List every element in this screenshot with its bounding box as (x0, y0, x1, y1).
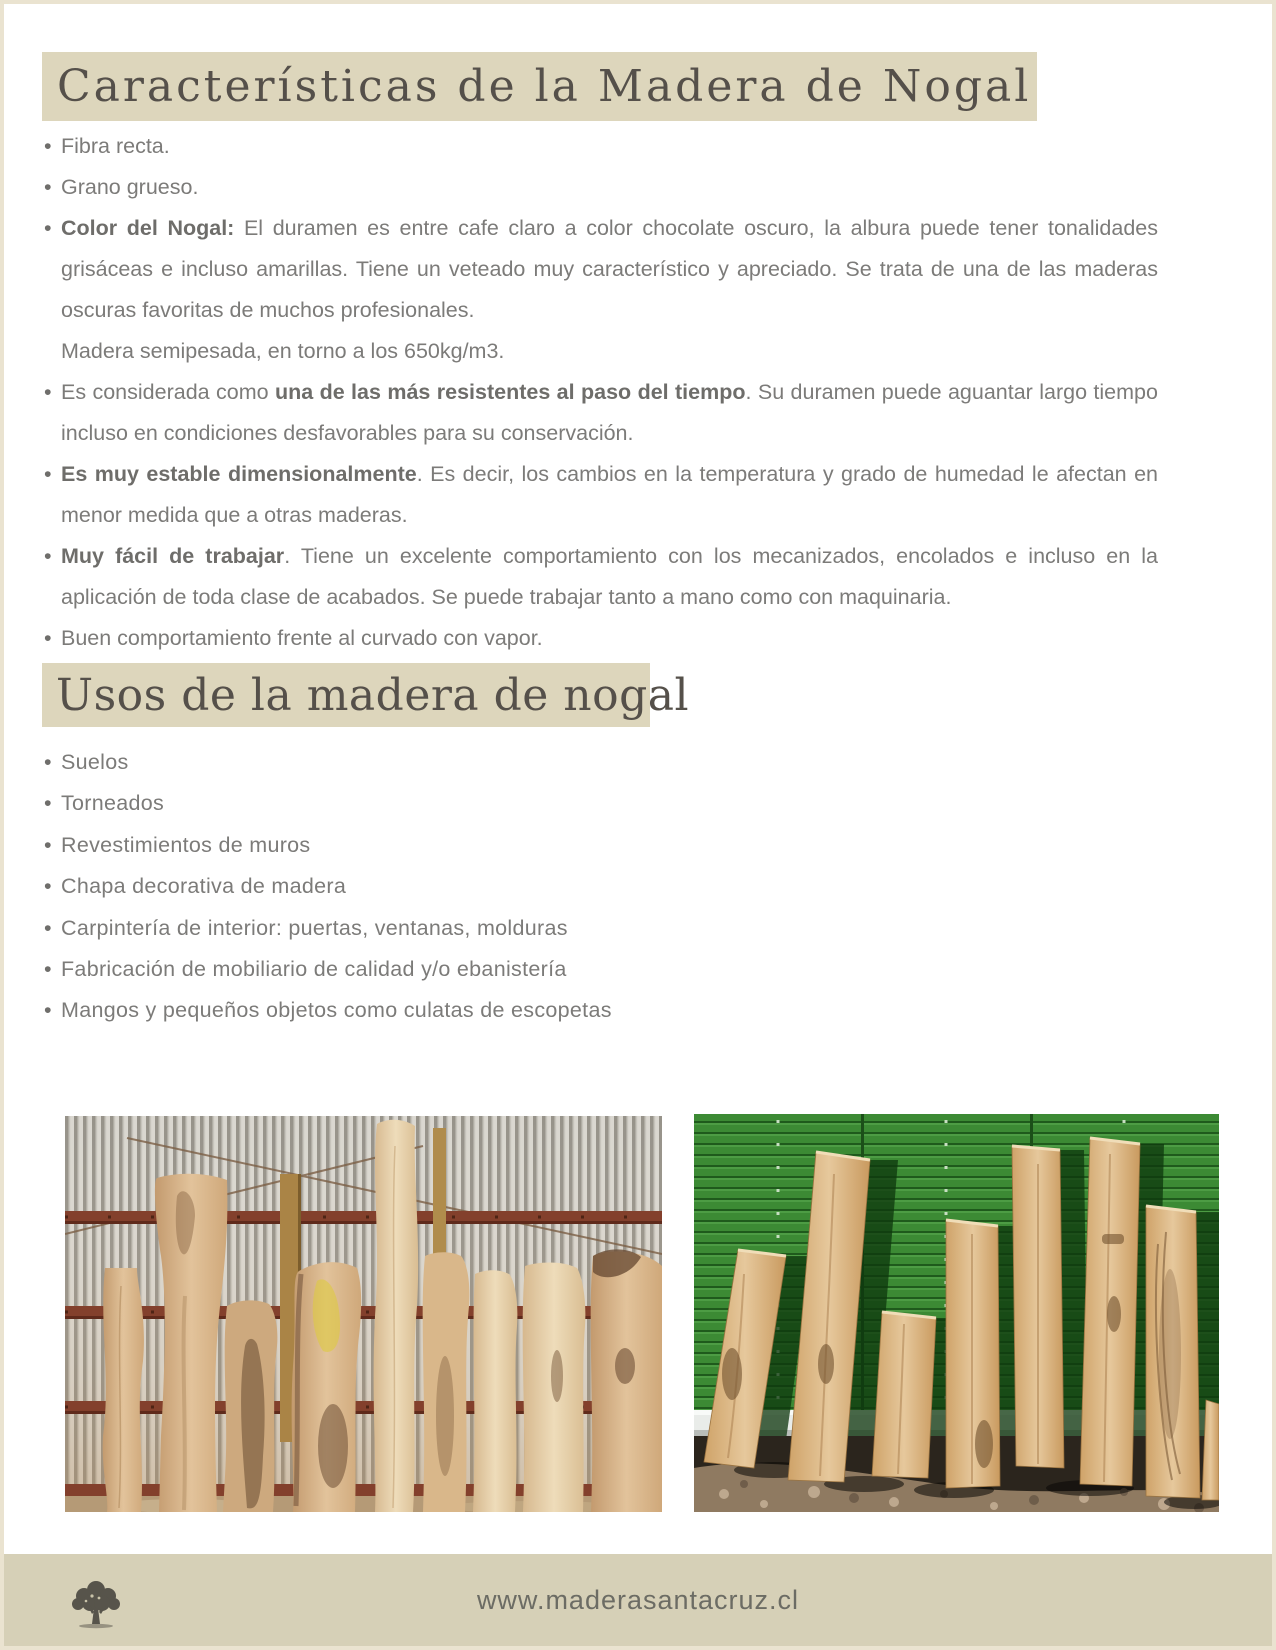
footer-url: www.maderasantacruz.cl (476, 1584, 800, 1615)
photo-planks-green-wall (694, 1114, 1219, 1512)
list-item: • Suelos (44, 742, 804, 783)
list-item: • Es muy estable dimensionalmente. Es decir, los cambios en la temperatura y grado de humedad le afectan en menor medida que a otras maderas. (44, 454, 1158, 536)
list-item: • Revestimientos de muros (44, 825, 804, 866)
list-item: • Chapa decorativa de madera (44, 866, 804, 907)
list-item: • Fibra recta. (44, 126, 1158, 167)
list-item: • Grano grueso. (44, 167, 1158, 208)
list-item: • Carpintería de interior: puertas, ventanas, molduras (44, 908, 804, 949)
list-item: • Color del Nogal: El duramen es entre cafe claro a color chocolate oscuro, la albura puede tener tonalidades grisáceas e incluso amarillas. Tiene un veteado muy característico y apreciado. Se trata de una de las maderas oscuras favoritas de muchos profesionales. Madera semipesada, en torno a los 650kg/m3. (44, 208, 1158, 372)
section-title-text: Características de la Madera de Nogal (57, 61, 1032, 112)
photo-wood-slabs-shed (65, 1116, 662, 1512)
photo-wood-slabs-shed-graphic (65, 1116, 662, 1512)
photo-planks-green-wall-graphic (694, 1114, 1219, 1512)
list-item: • Muy fácil de trabajar. Tiene un excelente comportamiento con los mecanizados, encolados e incluso en la aplicación de toda clase de acabados. Se puede trabajar tanto a mano como con maquinaria. (44, 536, 1158, 618)
usos-list (44, 742, 804, 1032)
section-title-caracteristicas (42, 52, 1037, 121)
list-item: • Buen comportamiento frente al curvado con vapor. (44, 618, 1158, 659)
list-item: • Fabricación de mobiliario de calidad y/o ebanistería (44, 949, 804, 990)
section-title-text: Usos de la madera de nogal (56, 669, 690, 721)
list-item: • Torneados (44, 783, 804, 824)
list-item: • Es considerada como una de las más resistentes al paso del tiempo. Su duramen puede aguantar largo tiempo incluso en condiciones desfavorables para su conservación. (44, 372, 1158, 454)
footer (4, 1554, 1272, 1646)
list-item-continuation: Madera semipesada, en torno a los 650kg/m3. (61, 339, 505, 363)
section-title-usos (42, 663, 690, 727)
list-item: • Mangos y pequeños objetos como culatas de escopetas (44, 990, 804, 1031)
caracteristicas-list (44, 126, 1158, 659)
